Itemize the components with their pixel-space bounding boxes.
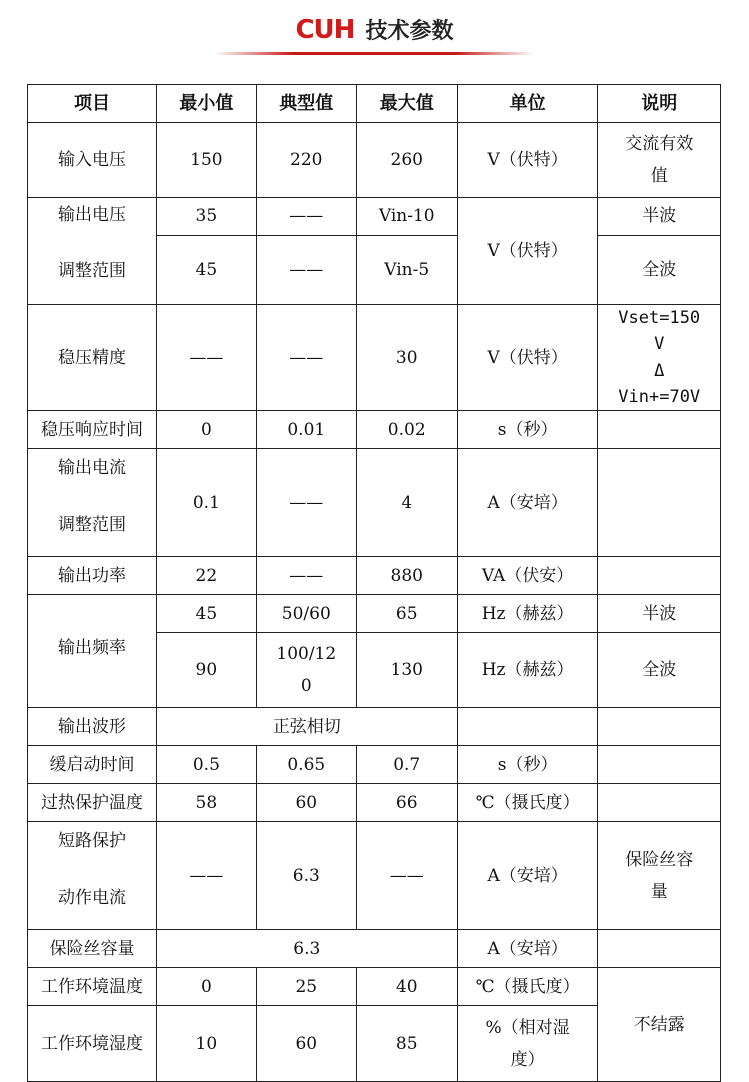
header-max: 最大值 <box>356 85 457 123</box>
header-typ: 典型值 <box>256 85 356 123</box>
cell-min: 58 <box>156 784 256 822</box>
header-min: 最小值 <box>156 85 256 123</box>
cell-typ: 60 <box>256 1006 356 1082</box>
cell-item: 稳压响应时间 <box>28 411 157 449</box>
cell-max: 40 <box>356 968 457 1006</box>
item-line: 短路保护 <box>57 831 126 852</box>
cell-unit: V（伏特） <box>457 198 598 305</box>
cell-unit: V（伏特） <box>457 305 598 411</box>
cell-max: 260 <box>356 123 457 198</box>
cell-typ: —— <box>256 305 356 411</box>
cell-item: 输出频率 <box>28 595 157 708</box>
cell-note <box>598 305 721 411</box>
note-line: Vin+=70V <box>618 387 701 408</box>
table-row <box>28 968 721 1006</box>
cell-unit: V（伏特） <box>457 123 598 198</box>
cell-unit: VA（伏安） <box>457 557 598 595</box>
cell-typ: 50/60 <box>256 595 356 633</box>
cell-min: —— <box>156 305 256 411</box>
unit-line: %（相对湿 <box>485 1017 570 1038</box>
cell-item: 工作环境温度 <box>28 968 157 1006</box>
cell-typ: 0.01 <box>256 411 356 449</box>
cell-item: 输入电压 <box>28 123 157 198</box>
table-row <box>28 449 721 557</box>
cell-min: 0.5 <box>156 746 256 784</box>
page-header <box>0 0 749 84</box>
item-line: 动作电流 <box>57 887 126 908</box>
table-row <box>28 822 721 930</box>
cell-max: 130 <box>356 633 457 708</box>
header-unit: 单位 <box>457 85 598 123</box>
cell-item <box>28 822 157 930</box>
brand-logo: CUH <box>295 14 355 45</box>
cell-note: 半波 <box>598 198 721 236</box>
cell-item: 输出波形 <box>28 708 157 746</box>
cell-max: 65 <box>356 595 457 633</box>
cell-max: 0.02 <box>356 411 457 449</box>
cell-item: 缓启动时间 <box>28 746 157 784</box>
cell-max: Vin-10 <box>356 198 457 236</box>
cell-min: 22 <box>156 557 256 595</box>
cell-min: 45 <box>156 595 256 633</box>
cell-max: —— <box>356 822 457 930</box>
cell-unit: ℃（摄氏度） <box>457 968 598 1006</box>
cell-min: 10 <box>156 1006 256 1082</box>
note-line: 量 <box>650 881 668 902</box>
cell-note <box>598 557 721 595</box>
cell-max: 85 <box>356 1006 457 1082</box>
title-bar <box>0 14 749 45</box>
page-title: 技术参数 <box>365 19 454 44</box>
cell-typ: 0.65 <box>256 746 356 784</box>
title-underline <box>214 52 534 55</box>
table-row <box>28 708 721 746</box>
cell-min: 45 <box>156 236 256 305</box>
header-item: 项目 <box>28 85 157 123</box>
cell-note <box>598 822 721 930</box>
cell-typ: 60 <box>256 784 356 822</box>
table-row <box>28 595 721 633</box>
item-line: 调整范围 <box>57 261 126 282</box>
cell-min: 0.1 <box>156 449 256 557</box>
cell-note: 半波 <box>598 595 721 633</box>
note-line: 保险丝容 <box>625 849 694 870</box>
typ-line: 0 <box>300 676 312 697</box>
item-line: 调整范围 <box>57 514 126 535</box>
cell-typ <box>256 633 356 708</box>
cell-item: 过热保护温度 <box>28 784 157 822</box>
table-header-row <box>28 85 721 123</box>
cell-item: 输出功率 <box>28 557 157 595</box>
table-row <box>28 784 721 822</box>
note-line: Δ <box>654 360 665 381</box>
unit-line: 度） <box>510 1049 545 1070</box>
table-row <box>28 198 721 236</box>
item-line: 输出电压 <box>57 205 126 225</box>
cell-unit: A（安培） <box>457 930 598 968</box>
item-line: 输出电流 <box>57 458 126 479</box>
cell-max: 30 <box>356 305 457 411</box>
cell-note <box>598 746 721 784</box>
cell-unit: Hz（赫兹） <box>457 633 598 708</box>
cell-typ: 6.3 <box>256 822 356 930</box>
cell-unit: Hz（赫兹） <box>457 595 598 633</box>
note-line: 值 <box>650 166 668 186</box>
spec-table <box>27 84 721 1082</box>
cell-min: 35 <box>156 198 256 236</box>
cell-typ: —— <box>256 557 356 595</box>
table-row <box>28 930 721 968</box>
cell-typ: —— <box>256 449 356 557</box>
cell-note <box>598 784 721 822</box>
cell-unit: s（秒） <box>457 411 598 449</box>
cell-typ: 220 <box>256 123 356 198</box>
cell-max: Vin-5 <box>356 236 457 305</box>
cell-unit <box>457 1006 598 1082</box>
cell-unit: A（安培） <box>457 449 598 557</box>
table-row <box>28 123 721 198</box>
cell-note <box>598 123 721 198</box>
cell-max: 66 <box>356 784 457 822</box>
cell-min: 90 <box>156 633 256 708</box>
cell-note <box>598 708 721 746</box>
cell-max: 880 <box>356 557 457 595</box>
cell-typ: —— <box>256 198 356 236</box>
cell-note <box>598 930 721 968</box>
cell-value: 6.3 <box>156 930 457 968</box>
cell-min: 0 <box>156 968 256 1006</box>
cell-unit: ℃（摄氏度） <box>457 784 598 822</box>
cell-note <box>598 411 721 449</box>
cell-item: 稳压精度 <box>28 305 157 411</box>
cell-max: 0.7 <box>356 746 457 784</box>
table-row <box>28 746 721 784</box>
cell-unit <box>457 708 598 746</box>
cell-item <box>28 449 157 557</box>
cell-min: —— <box>156 822 256 930</box>
cell-value: 正弦相切 <box>156 708 457 746</box>
cell-note: 全波 <box>598 633 721 708</box>
cell-note: 全波 <box>598 236 721 305</box>
cell-max: 4 <box>356 449 457 557</box>
cell-item: 工作环境湿度 <box>28 1006 157 1082</box>
note-line: Vset=150 <box>618 308 701 328</box>
table-row <box>28 305 721 411</box>
cell-unit: s（秒） <box>457 746 598 784</box>
typ-line: 100/12 <box>276 644 337 665</box>
cell-item: 保险丝容量 <box>28 930 157 968</box>
cell-min: 0 <box>156 411 256 449</box>
note-line: V <box>654 334 665 355</box>
cell-unit: A（安培） <box>457 822 598 930</box>
table-row <box>28 411 721 449</box>
table-row <box>28 557 721 595</box>
cell-typ: —— <box>256 236 356 305</box>
cell-typ: 25 <box>256 968 356 1006</box>
cell-min: 150 <box>156 123 256 198</box>
cell-item <box>28 198 157 305</box>
cell-note: 不结露 <box>598 968 721 1082</box>
note-line: 交流有效 <box>625 133 694 154</box>
cell-note <box>598 449 721 557</box>
header-note: 说明 <box>598 85 721 123</box>
